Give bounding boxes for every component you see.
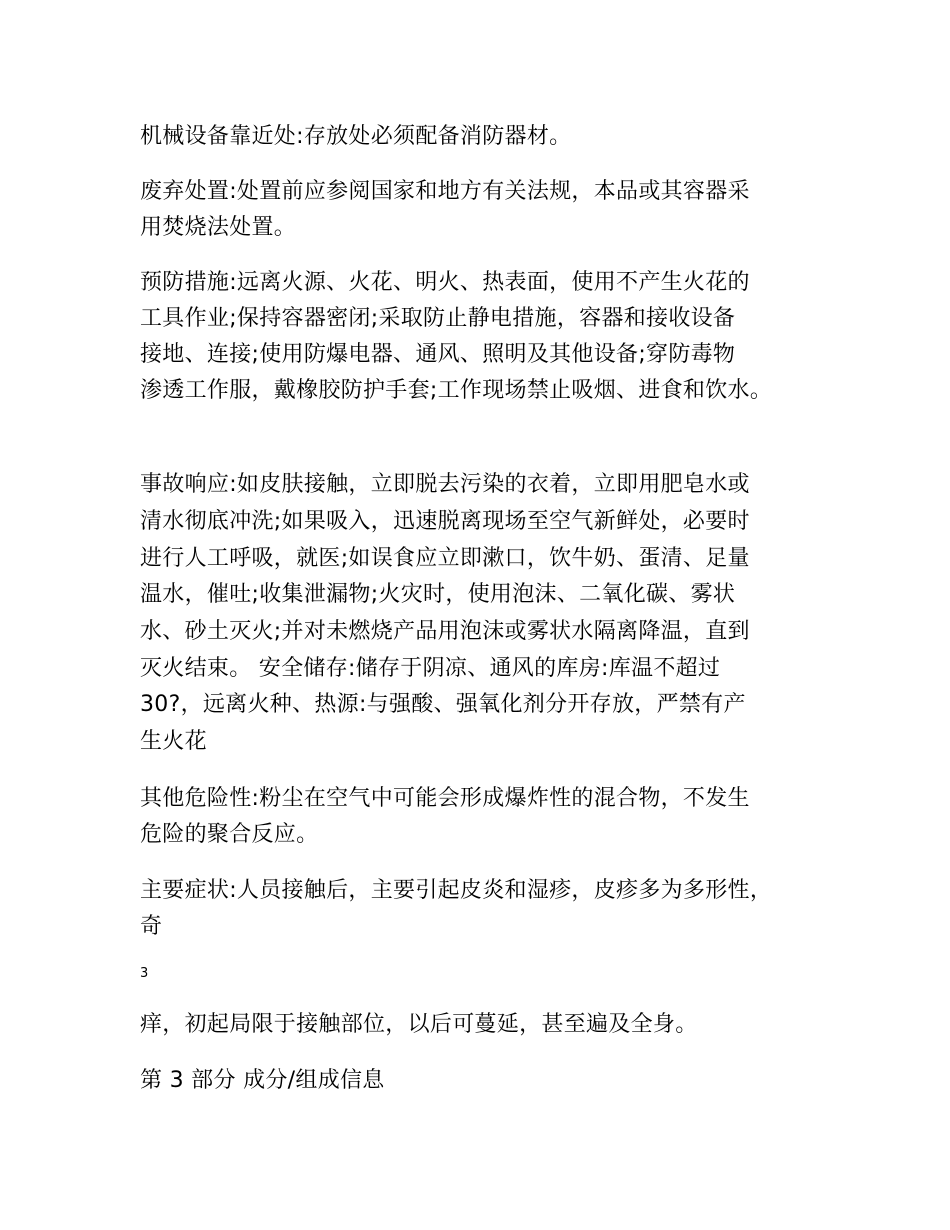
text-line: 接地、连接;使用防爆电器、通风、照明及其他设备;穿防毒物	[140, 342, 736, 367]
text-line: 用焚烧法处置。	[140, 215, 297, 240]
text-line: 痒，初起局限于接触部位，以后可蔓延，甚至遍及全身。	[140, 1012, 698, 1037]
text-line: 机械设备靠近处:存放处必须配备消防器材。	[140, 124, 572, 149]
text-line: 工具作业;保持容器密闭;采取防止静电措施，容器和接收设备	[140, 306, 736, 331]
section-heading: 第 3 部分 成分/组成信息	[140, 1068, 385, 1093]
text-line: 进行人工呼吸，就医;如误食应立即漱口，饮牛奶、蛋清、足量	[140, 546, 750, 571]
text-line: 废弃处置:处置前应参阅国家和地方有关法规，本品或其容器采	[140, 179, 750, 204]
text-line: 30?，远离火种、热源:与强酸、强氧化剂分开存放，严禁有产	[140, 692, 746, 717]
text-line: 奇	[140, 914, 163, 939]
text-line: 温水，催吐;收集泄漏物;火灾时，使用泡沫、二氧化碳、雾状	[140, 582, 736, 607]
text-line: 事故响应:如皮肤接触，立即脱去污染的衣着，立即用肥皂水或	[140, 472, 750, 497]
text-line: 清水彻底冲洗;如果吸入，迅速脱离现场至空气新鲜处，必要时	[140, 509, 750, 534]
text-line: 预防措施:远离火源、火花、明火、热表面，使用不产生火花的	[140, 270, 750, 295]
text-line: 渗透工作服，戴橡胶防护手套;工作现场禁止吸烟、进食和饮水。	[140, 378, 773, 403]
text-line: 生火花	[140, 729, 207, 754]
text-line: 危险的聚合反应。	[140, 822, 319, 847]
text-line: 灭火结束。 安全储存:储存于阴凉、通风的库房:库温不超过	[140, 656, 721, 681]
text-line: 主要症状:人员接触后，主要引起皮炎和湿疹，皮疹多为多形性，	[140, 878, 773, 903]
text-line: 其他危险性:粉尘在空气中可能会形成爆炸性的混合物，不发生	[140, 786, 750, 811]
page-number: 3	[140, 966, 149, 981]
text-line: 水、砂土灭火;并对未燃烧产品用泡沫或雾状水隔离降温，直到	[140, 619, 750, 644]
